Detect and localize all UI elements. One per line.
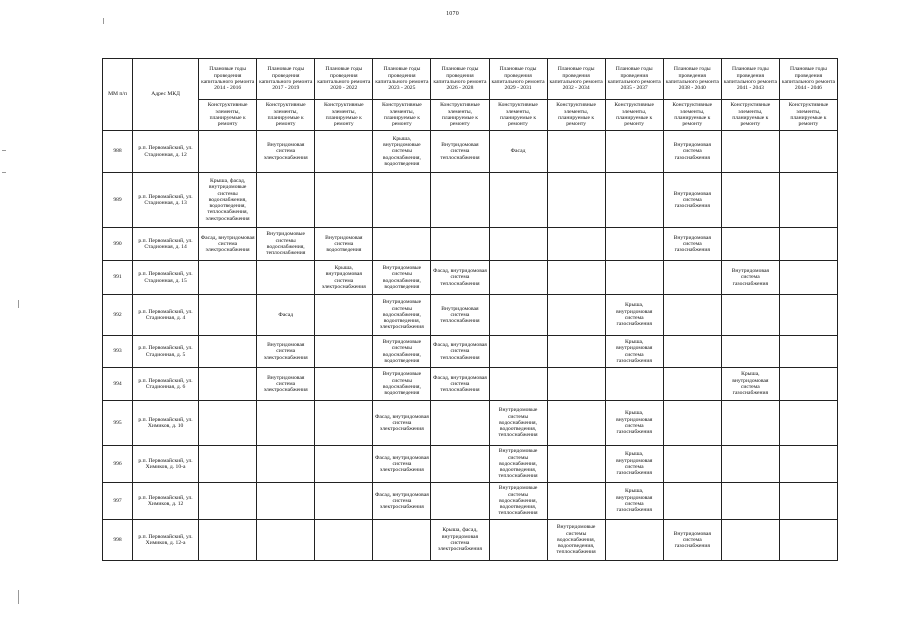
repair-cell: [779, 483, 837, 520]
period-range: 2014 - 2016: [214, 85, 242, 92]
row-number: 997: [103, 483, 133, 520]
repair-cell: [431, 483, 489, 520]
header-num: ММ п/п: [103, 59, 133, 131]
row-number: 994: [103, 368, 133, 401]
repair-cell: [779, 401, 837, 446]
header-elements: Конструктивные элементы, планируемые к ремонту: [199, 100, 257, 131]
repair-cell: [199, 131, 257, 173]
repair-cell: [257, 483, 315, 520]
table-row: [103, 173, 838, 228]
repair-cell: [315, 520, 373, 561]
repair-cell: [257, 520, 315, 561]
repair-cell: Внутридомовая система электроснабжения: [257, 131, 315, 173]
repair-cell: Внутридомовая система газоснабжения: [663, 131, 721, 173]
repair-cell: [663, 295, 721, 336]
repair-cell: [547, 295, 605, 336]
header-elements: Конструктивные элементы, планируемые к ремонту: [663, 100, 721, 131]
repair-cell: Фасад, внутридомовая система электроснабжения: [373, 483, 431, 520]
row-address: р.п. Первомайский, ул. Стадионная, д. 5: [133, 336, 199, 368]
header-elements: Конструктивные элементы, планируемые к ремонту: [779, 100, 837, 131]
repair-cell: Крыша, внутридомовая система газоснабжения: [605, 446, 663, 483]
repair-cell: [663, 401, 721, 446]
repair-cell: Внутридомовая система газоснабжения: [663, 228, 721, 261]
header-elements: Конструктивные элементы, планируемые к ремонту: [489, 100, 547, 131]
repair-cell: [721, 520, 779, 561]
header-period: [605, 59, 663, 100]
table-row: [103, 261, 838, 295]
period-range: 2026 - 2028: [446, 85, 474, 92]
repair-cell: Крыша, внутридомовая система газоснабжения: [605, 336, 663, 368]
header-period: [721, 59, 779, 100]
period-label: Плановые годы проведения капитального ремонта: [549, 66, 603, 85]
period-range: 2032 - 2034: [562, 85, 590, 92]
period-range: 2020 - 2022: [330, 85, 358, 92]
repair-cell: Фасад: [257, 295, 315, 336]
repair-schedule-table: [102, 58, 838, 561]
margin-mark: [2, 172, 6, 173]
repair-cell: [779, 368, 837, 401]
repair-cell: Внутридомовые системы водоснабжения, водоотведения, теплоснабжения: [489, 446, 547, 483]
row-number: 991: [103, 261, 133, 295]
repair-cell: [489, 173, 547, 228]
header-period: [373, 59, 431, 100]
table-row: [103, 446, 838, 483]
header-elements: Конструктивные элементы, планируемые к ремонту: [315, 100, 373, 131]
repair-cell: [547, 401, 605, 446]
repair-cell: [779, 228, 837, 261]
repair-cell: Крыша, внутридомовые системы водоснабжения, водоотведения: [373, 131, 431, 173]
repair-cell: [605, 228, 663, 261]
repair-cell: [779, 520, 837, 561]
repair-cell: [199, 446, 257, 483]
repair-cell: [605, 520, 663, 561]
repair-cell: [431, 228, 489, 261]
repair-cell: [257, 261, 315, 295]
header-elements: Конструктивные элементы, планируемые к ремонту: [721, 100, 779, 131]
repair-cell: Внутридомовые системы водоснабжения, водоотведения, электроснабжения: [373, 295, 431, 336]
repair-cell: [199, 483, 257, 520]
repair-cell: [663, 261, 721, 295]
repair-cell: [779, 446, 837, 483]
row-address: р.п. Первомайский, ул. Стадионная, д. 13: [133, 173, 199, 228]
repair-cell: [547, 131, 605, 173]
row-address: р.п. Первомайский, ул. Стадионная, д. 4: [133, 295, 199, 336]
period-label: Плановые годы проведения капитального ремонта: [607, 66, 661, 85]
repair-cell: Крыша, внутридомовая система электроснабжения: [315, 261, 373, 295]
repair-cell: [489, 295, 547, 336]
repair-cell: Внутридомовые системы водоснабжения, теплоснабжения: [257, 228, 315, 261]
repair-cell: [779, 173, 837, 228]
repair-cell: [315, 446, 373, 483]
row-address: р.п. Первомайский, ул. Стадионная, д. 14: [133, 228, 199, 261]
period-label: Плановые годы проведения капитального ремонта: [317, 66, 371, 85]
period-range: 2023 - 2025: [388, 85, 416, 92]
repair-cell: Фасад, внутридомовая система теплоснабжения: [431, 336, 489, 368]
repair-cell: Внутридомовые системы водоснабжения, водоотведения, теплоснабжения: [547, 520, 605, 561]
repair-cell: [721, 131, 779, 173]
table-row: [103, 520, 838, 561]
repair-cell: [779, 131, 837, 173]
repair-cell: [547, 173, 605, 228]
repair-cell: [721, 336, 779, 368]
header-address: Адрес МКД: [133, 59, 199, 131]
header-row-elements: [103, 100, 838, 131]
repair-cell: Фасад, внутридомовая система электроснабжения: [199, 228, 257, 261]
repair-cell: Внутридомовые системы водоснабжения, водоотведения, теплоснабжения: [489, 483, 547, 520]
repair-cell: Фасад: [489, 131, 547, 173]
period-range: 2035 - 2037: [620, 85, 648, 92]
row-number: 990: [103, 228, 133, 261]
header-elements: Конструктивные элементы, планируемые к ремонту: [373, 100, 431, 131]
repair-cell: Внутридомовые системы водоснабжения, водоотведения: [373, 336, 431, 368]
period-range: 2044 - 2046: [794, 85, 822, 92]
repair-cell: Внутридомовая система электроснабжения: [257, 368, 315, 401]
table-row: [103, 131, 838, 173]
repair-cell: [315, 368, 373, 401]
repair-cell: [199, 295, 257, 336]
repair-cell: [199, 401, 257, 446]
margin-mark: [103, 18, 104, 24]
repair-cell: [605, 173, 663, 228]
repair-cell: [199, 336, 257, 368]
repair-cell: [431, 173, 489, 228]
header-period: [489, 59, 547, 100]
repair-cell: [605, 261, 663, 295]
period-label: Плановые годы проведения капитального ремонта: [665, 66, 719, 85]
repair-cell: [315, 401, 373, 446]
header-elements: Конструктивные элементы, планируемые к ремонту: [431, 100, 489, 131]
repair-cell: [489, 368, 547, 401]
row-address: р.п. Первомайский, ул. Химиков, д. 12-а: [133, 520, 199, 561]
repair-cell: [663, 446, 721, 483]
repair-cell: [663, 368, 721, 401]
margin-mark: [2, 150, 6, 151]
repair-cell: Фасад, внутридомовая система теплоснабжения: [431, 368, 489, 401]
repair-cell: Крыша, фасад, внутридомовая система электроснабжения: [431, 520, 489, 561]
repair-cell: [257, 401, 315, 446]
repair-cell: Внутридомовая система газоснабжения: [721, 261, 779, 295]
table-row: [103, 228, 838, 261]
repair-cell: [721, 401, 779, 446]
table-row: [103, 336, 838, 368]
row-address: р.п. Первомайский, ул. Стадионная, д. 6: [133, 368, 199, 401]
row-number: 996: [103, 446, 133, 483]
repair-cell: [547, 446, 605, 483]
header-period: [257, 59, 315, 100]
period-range: 2017 - 2019: [272, 85, 300, 92]
repair-cell: [489, 261, 547, 295]
row-address: р.п. Первомайский, ул. Химиков, д. 10-а: [133, 446, 199, 483]
header-elements: Конструктивные элементы, планируемые к ремонту: [257, 100, 315, 131]
repair-cell: [663, 336, 721, 368]
repair-cell: [605, 368, 663, 401]
period-label: Плановые годы проведения капитального ремонта: [491, 66, 545, 85]
repair-cell: [721, 483, 779, 520]
repair-cell: [257, 446, 315, 483]
repair-cell: Внутридомовая система теплоснабжения: [431, 295, 489, 336]
header-period: [199, 59, 257, 100]
repair-cell: [373, 520, 431, 561]
row-address: р.п. Первомайский, ул. Стадионная, д. 12: [133, 131, 199, 173]
repair-cell: [431, 446, 489, 483]
repair-cell: Фасад, внутридомовая система теплоснабжения: [431, 261, 489, 295]
repair-cell: Крыша, внутридомовая система газоснабжения: [605, 401, 663, 446]
period-range: 2029 - 2031: [504, 85, 532, 92]
header-period: [779, 59, 837, 100]
repair-cell: [315, 131, 373, 173]
row-number: 998: [103, 520, 133, 561]
margin-mark: [18, 300, 19, 308]
repair-cell: [315, 295, 373, 336]
repair-cell: [373, 173, 431, 228]
repair-cell: [489, 336, 547, 368]
table-row: [103, 368, 838, 401]
repair-cell: [489, 228, 547, 261]
repair-cell: [315, 173, 373, 228]
margin-mark: [18, 590, 19, 604]
repair-cell: Фасад, внутридомовая система электроснабжения: [373, 401, 431, 446]
repair-cell: Крыша, внутридомовая система газоснабжения: [721, 368, 779, 401]
row-address: р.п. Первомайский, ул. Стадионная, д. 15: [133, 261, 199, 295]
repair-cell: [721, 173, 779, 228]
repair-cell: Внутридомовые системы водоснабжения, водоотведения: [373, 261, 431, 295]
period-label: Плановые годы проведения капитального ремонта: [433, 66, 487, 85]
repair-cell: Внутридомовая система газоснабжения: [663, 173, 721, 228]
header-period: [663, 59, 721, 100]
repair-cell: [547, 483, 605, 520]
repair-cell: [257, 173, 315, 228]
row-address: р.п. Первомайский, ул. Химиков, д. 10: [133, 401, 199, 446]
period-label: Плановые годы проведения капитального ремонта: [723, 66, 777, 85]
repair-cell: Внутридомовая система газоснабжения: [663, 520, 721, 561]
header-period: [431, 59, 489, 100]
repair-cell: Внутридомовые системы водоснабжения, водоотведения, теплоснабжения: [489, 401, 547, 446]
repair-cell: [779, 336, 837, 368]
period-range: 2041 - 2043: [736, 85, 764, 92]
period-label: Плановые годы проведения капитального ремонта: [259, 66, 313, 85]
row-number: 988: [103, 131, 133, 173]
table-row: [103, 401, 838, 446]
period-range: 2038 - 2040: [678, 85, 706, 92]
repair-cell: [315, 483, 373, 520]
repair-cell: Внутридомовые системы водоснабжения, водоотведения: [373, 368, 431, 401]
header-elements: Конструктивные элементы, планируемые к ремонту: [605, 100, 663, 131]
repair-cell: Фасад, внутридомовая система электроснабжения: [373, 446, 431, 483]
repair-cell: Крыша, фасад, внутридомовые системы водоснабжения, водоотведения, теплоснабжения, электроснабжения: [199, 173, 257, 228]
repair-cell: [431, 401, 489, 446]
header-period: [547, 59, 605, 100]
table-row: [103, 295, 838, 336]
repair-cell: Внутридомовая система электроснабжения: [257, 336, 315, 368]
header-elements: Конструктивные элементы, планируемые к ремонту: [547, 100, 605, 131]
repair-cell: [489, 520, 547, 561]
repair-cell: [315, 336, 373, 368]
repair-cell: [721, 228, 779, 261]
row-number: 993: [103, 336, 133, 368]
repair-cell: [663, 483, 721, 520]
period-label: Плановые годы проведения капитального ремонта: [781, 66, 836, 85]
repair-cell: [373, 228, 431, 261]
repair-cell: [547, 368, 605, 401]
repair-cell: [779, 295, 837, 336]
repair-cell: [547, 336, 605, 368]
repair-cell: [779, 261, 837, 295]
repair-cell: Внутридомовая система водоотведения: [315, 228, 373, 261]
repair-cell: [547, 228, 605, 261]
repair-cell: Крыша, внутридомовая система газоснабжения: [605, 295, 663, 336]
row-address: р.п. Первомайский, ул. Химиков, д. 12: [133, 483, 199, 520]
page-number: 1070: [446, 11, 459, 17]
repair-cell: [547, 261, 605, 295]
row-number: 995: [103, 401, 133, 446]
repair-cell: [199, 261, 257, 295]
period-label: Плановые годы проведения капитального ремонта: [375, 66, 429, 85]
repair-cell: [605, 131, 663, 173]
header-period: [315, 59, 373, 100]
repair-cell: Крыша, внутридомовая система газоснабжения: [605, 483, 663, 520]
repair-cell: Внутридомовая система теплоснабжения: [431, 131, 489, 173]
repair-cell: [721, 446, 779, 483]
repair-cell: [199, 520, 257, 561]
table-body: [103, 131, 838, 561]
row-number: 989: [103, 173, 133, 228]
header-row-periods: [103, 59, 838, 100]
repair-cell: [199, 368, 257, 401]
period-label: Плановые годы проведения капитального ремонта: [201, 66, 255, 85]
repair-cell: [721, 295, 779, 336]
row-number: 992: [103, 295, 133, 336]
table-row: [103, 483, 838, 520]
